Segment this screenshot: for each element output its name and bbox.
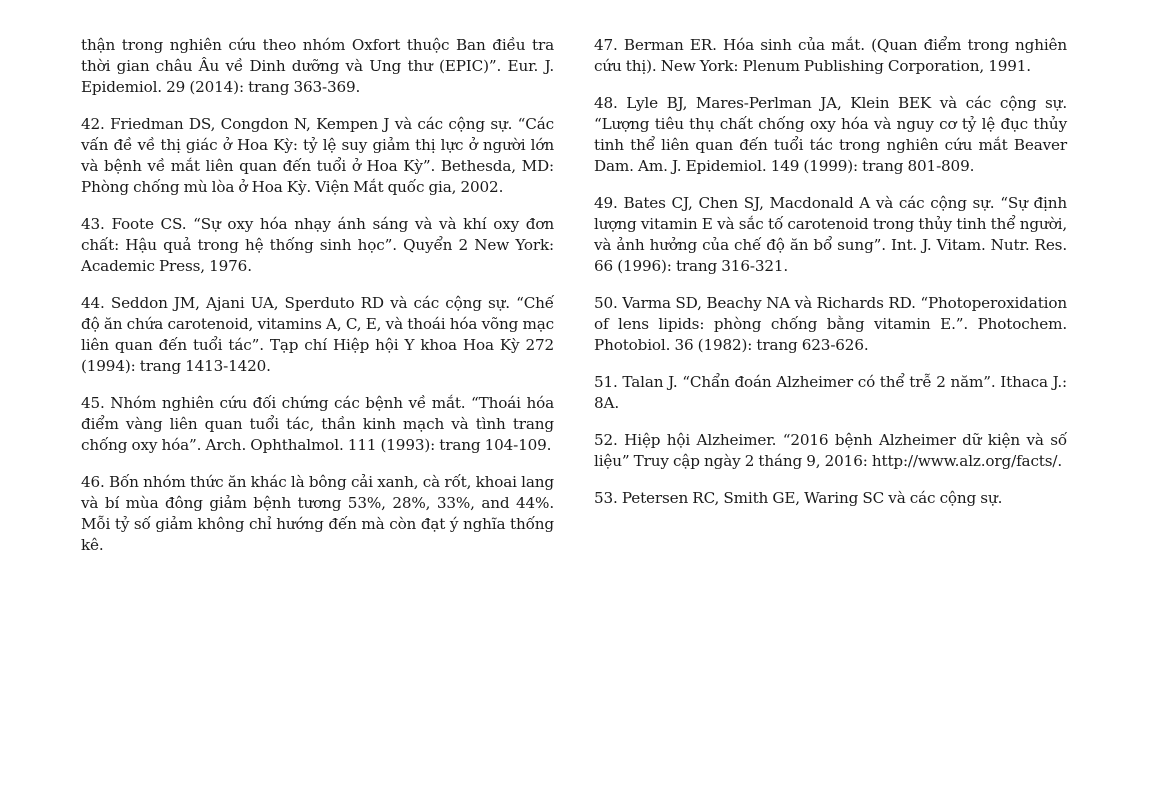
reference-49: 49. Bates CJ, Chen SJ, Macdonald A và các cộng sự. “Sự định lượng vitamin E và sắc tố carotenoid trong thủy tinh thể người, và ảnh hưởng của chế độ ăn bổ sung”. Int. J. Vitam. Nutr. Res. 66 (1996): trang 316-321. [594, 194, 1067, 275]
reference-48: 48. Lyle BJ, Mares-Perlman JA, Klein BEK và các cộng sự. “Lượng tiêu thụ chất chống oxy hóa và nguy cơ tỷ lệ đục thủy tinh thể liên quan đến tuổi tác trong nghiên cứu mắt Beaver Dam. Am. J. Epidemiol. 149 (1999): trang 801-809. [594, 94, 1067, 175]
reference-50: 50. Varma SD, Beachy NA và Richards RD. “Photoperoxidation of lens lipids: phòng chống bằng vitamin E.”. Photochem. Photobiol. 36 (1982): trang 623-626. [594, 294, 1067, 354]
reference-column-left [81, 35, 554, 572]
reference-42: 42. Friedman DS, Congdon N, Kempen J và các cộng sự. “Các vấn đề về thị giác ở Hoa Kỳ: tỷ lệ suy giảm thị lực ở người lớn và bệnh về mắt liên quan đến tuổi ở Hoa Kỳ”. Bethesda, MD: Phòng chống mù lòa ở Hoa Kỳ. Viện Mắt quốc gia, 2002. [81, 115, 554, 196]
reference-53: 53. Petersen RC, Smith GE, Waring SC và các cộng sự. [594, 489, 1003, 507]
reference-45: 45. Nhóm nghiên cứu đối chứng các bệnh về mắt. “Thoái hóa điểm vàng liên quan tuổi tác, thần kinh mạch và tình trang chống oxy hóa”. Arch. Ophthalmol. 111 (1993): trang 104-109. [81, 394, 554, 454]
reference-51: 51. Talan J. “Chẩn đoán Alzheimer có thể trễ 2 năm”. Ithaca J.: 8A. [594, 373, 1067, 412]
reference-52: 52. Hiệp hội Alzheimer. “2016 bệnh Alzheimer dữ kiện và số liệu” Truy cập ngày 2 tháng 9, 2016: http://www.alz.org/facts/. [594, 431, 1067, 470]
reference-44: 44. Seddon JM, Ajani UA, Sperduto RD và các cộng sự. “Chế độ ăn chứa carotenoid, vitamins A, C, E, và thoái hóa võng mạc liên quan đến tuổi tác”. Tạp chí Hiệp hội Y khoa Hoa Kỳ 272 (1994): trang 1413-1420. [81, 294, 554, 375]
reference-46: 46. Bốn nhóm thức ăn khác là bông cải xanh, cà rốt, khoai lang và bí mùa đông giảm bệnh tương 53%, 28%, 33%, and 44%. Mỗi tỷ số giảm không chỉ hướng đến mà còn đạt ý nghĩa thống kê. [81, 473, 554, 554]
reference-43: 43. Foote CS. “Sự oxy hóa nhạy ánh sáng và và khí oxy đơn chất: Hậu quả trong hệ thống sinh học”. Quyển 2 New York: Academic Press, 1976. [81, 215, 554, 275]
reference-41-continuation: thận trong nghiên cứu theo nhóm Oxfort thuộc Ban điều tra thời gian châu Âu về Dinh dưỡng và Ung thư (EPIC)”. Eur. J. Epidemiol. 29 (2014): trang 363-369. [81, 36, 554, 96]
reference-47: 47. Berman ER. Hóa sinh của mắt. (Quan điểm trong nghiên cứu thị). New York: Plenum Publishing Corporation, 1991. [594, 36, 1067, 75]
reference-column-right [594, 35, 1067, 525]
